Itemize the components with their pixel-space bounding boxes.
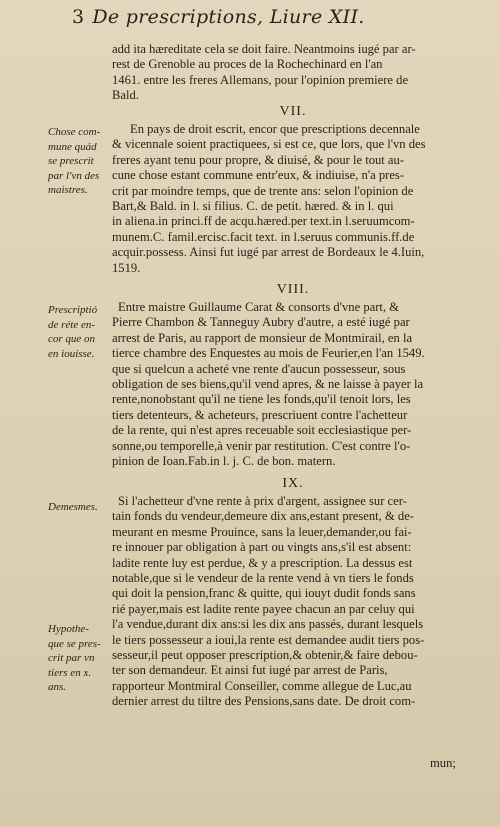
section-heading-8: VIII. [276,282,310,297]
text-line: le tiers possesseur a ioui,la rente est demandee audit tiers pos- [112,632,425,647]
text-line: pinion de Ioan.Fab.in l. j. C. de bon. matern. [112,454,336,469]
margin-note-line: Chose com- [48,126,101,138]
margin-note-3 [48,500,110,515]
text-line: tain fonds du vendeur,demeure dix ans,estant present, & de- [112,509,415,524]
text-line: tiers detenteurs, & acheteurs, prescriuent contre l'achetteur [112,407,408,422]
text-line: sonne,ou temporelle,à venir par restitution. C'est contre l'o- [112,438,411,453]
text-line: rest de Grenoble au proces de la Rochechinard en l'an [112,57,383,72]
text-line: 1519. [112,260,141,275]
margin-note-line: par l'vn des [48,169,100,182]
margin-note-4 [48,622,110,695]
text-line: crit par moindre temps, que de trente ans: selon l'opinion de [112,183,414,198]
text-line: rié payer,mais est ladite rente payee chacun an par celuy qui [112,601,415,616]
text-line: ladite rente luy est perdue, & y a prescription. La dessus est [112,555,413,570]
margin-note-line: crit par vn [48,652,95,665]
text-line: notable,que si le vendeur de la rente vend à vn tiers le fonds [112,571,414,586]
text-line: add ita hæreditate cela se doit faire. Neantmoins iugé par ar- [112,42,416,56]
margin-note-line: en iouisse. [48,347,95,360]
text-line: freres ayant tenu pour propre, & diuisé, & pour le tout au- [112,152,405,167]
margin-note-line: cor que on [48,333,96,346]
paragraph-9 [112,494,474,710]
text-line: que si quelcun a acheté vne rente d'aucun possesseur, sous [112,361,406,376]
text-line: 1461. entre les freres Allemans, pour l'opinion premiere de [112,72,409,87]
text-line: sesseur,il peut opposer prescription,& obtenir,& faire debou- [112,648,418,663]
section-heading-9: IX. [282,476,304,491]
margin-note-line: maistres. [48,184,88,197]
margin-note-line: mune quád [48,140,97,153]
text-line: rente,nonobstant qu'il ne tiene les fonds,qu'il tenoit lors, les [112,392,411,407]
margin-note-line: tiers en x. [48,666,92,679]
running-title: De prescriptions, Liure XII. [92,6,365,28]
text-line: rapporteur Montmiral Conseiller, comme allegue de Luc,au [112,678,412,693]
page-number: 3 [72,6,85,28]
text-line: & vicennale soient practiquees, si est ce, que lors, que l'vn des [112,137,426,152]
text-line: meurant en mesme Prouince, sans la leuer,demander,ou fai- [112,524,412,539]
text-line: En pays de droit escrit, encor que prescriptions decennale [130,122,420,136]
text-line: dernier arrest du tiltre des Pensions,sans date. De droit com- [112,694,416,709]
text-line: ter son demandeur. Et ainsi fut iugé par arrest de Paris, [112,663,388,678]
text-line: Si l'achetteur d'vne rente à prix d'argent, assignee sur cer- [118,494,407,508]
text-line: re innouer par obligation à part ou vingts ans,s'il est absent: [112,540,412,555]
margin-note-line: que se pres- [48,637,101,650]
text-line: munem.C. famil.ercisc.facit text. in l.seruus communis.ff.de [112,229,415,244]
margin-note-line: se prescrit [48,155,94,168]
margin-note-line: de réte en- [48,318,96,331]
text-line: l'a vendue,durant dix ans:si les dix ans passés, durant lesquels [112,617,424,632]
text-line: in aliena.in princi.ff de acqu.hæred.per text.in l.seruumcom- [112,214,415,229]
text-line: arrest de Paris, au rapport de monsieur de Montmirail, en la [112,330,413,345]
text-line: Bart,& Bald. in l. si filius. C. de petit. hæred. & in l. qui [112,199,394,214]
margin-note-1 [48,125,110,198]
text-line: obligation de ses biens,qu'il vend apres, & ne laisse à payer la [112,377,424,392]
text-line: qui doit la pension,franc & quitte, qui iouyt dudit fonds sans [112,586,416,601]
paragraph-7 [112,122,474,276]
paragraph-8 [112,300,474,469]
margin-note-line: Demesmes. [48,501,98,513]
text-line: acquir.possess. Ainsi fut iugé par arrest de Bordeaux le 4.Iuin, [112,245,425,260]
section-heading-7: VII. [279,104,307,119]
margin-note-line: ans. [48,681,67,694]
text-line: tierce chambre des Enquestes au mois de Feurier,en l'an 1549. [112,346,425,361]
paragraph-intro [112,42,474,104]
text-line: Pierre Chambon & Tanneguy Aubry d'autre, a esté iugé par [112,315,410,330]
text-line: de la rente, qui n'est apres receuable soit ecclesiastique per- [112,423,412,438]
margin-note-line: Hypothe- [48,623,89,635]
catchword: mun; [430,756,456,770]
running-head [72,6,472,28]
margin-note-2 [48,303,110,361]
text-line: cune chose estant commune entr'eux, & indiuise, n'a pres- [112,168,405,183]
text-line: Bald. [112,88,139,103]
text-line: Entre maistre Guillaume Carat & consorts d'vne part, & [118,300,400,314]
margin-note-line: Prescriptió [48,304,98,316]
